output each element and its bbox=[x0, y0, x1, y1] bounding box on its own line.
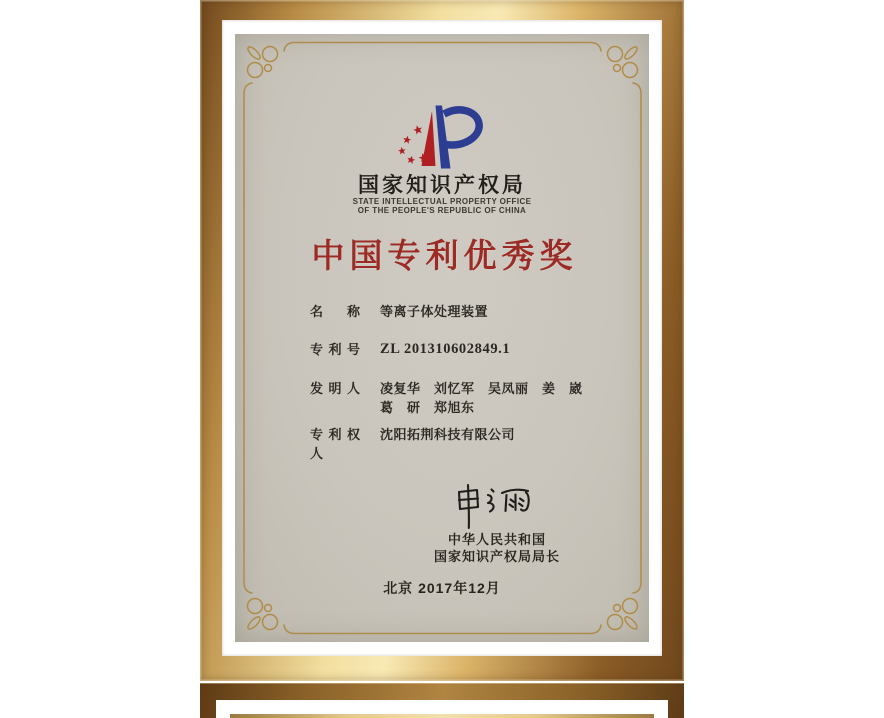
inventors-line2: 葛 研 郑旭东 bbox=[380, 400, 475, 415]
issuer-name-en bbox=[235, 197, 649, 215]
inventors-line1: 凌复华 刘忆军 吴凤丽 姜 崴 bbox=[380, 381, 583, 396]
field-inventors-value bbox=[380, 379, 583, 417]
field-patentee-value: 沈阳拓荆科技有限公司 bbox=[380, 427, 516, 442]
issue-date: 北京 2017年12月 bbox=[383, 580, 501, 596]
field-patentee-label: 专利权人 bbox=[310, 427, 360, 461]
signer-title-line1: 中华人民共和国 bbox=[447, 532, 546, 547]
signer-title bbox=[347, 531, 647, 565]
issuer-name-cn: 国家知识产权局 bbox=[358, 174, 526, 197]
next-certificate-top-edge bbox=[230, 714, 654, 718]
field-name-value: 等离子体处理装置 bbox=[380, 304, 489, 319]
signature-ink-icon bbox=[455, 482, 539, 532]
certificate-fields bbox=[310, 302, 637, 463]
frame-white-mat bbox=[222, 20, 662, 656]
next-frame-mat bbox=[216, 700, 668, 718]
commissioner-signature bbox=[455, 482, 539, 532]
issuer-name-en-line1: STATE INTELLECTUAL PROPERTY OFFICE bbox=[352, 197, 532, 206]
logo-stars bbox=[398, 124, 429, 164]
field-inventors bbox=[310, 379, 637, 417]
signer-title-line2: 国家知识产权局局长 bbox=[433, 549, 560, 564]
next-frame-partial bbox=[200, 683, 684, 718]
field-patentee bbox=[310, 425, 637, 463]
field-patent-number bbox=[310, 340, 637, 359]
award-title: 中国专利优秀奖 bbox=[311, 237, 578, 274]
field-inventors-label: 发明人 bbox=[310, 381, 360, 396]
field-patent-number-value: ZL 201310602849.1 bbox=[380, 341, 511, 357]
field-name bbox=[310, 302, 637, 321]
logo-blue-p bbox=[436, 106, 480, 169]
certificate-paper bbox=[235, 34, 649, 642]
gold-picture-frame bbox=[200, 0, 684, 681]
issuer-name-en-line2: OF THE PEOPLE'S REPUBLIC OF CHINA bbox=[357, 206, 527, 215]
field-name-label: 名称 bbox=[310, 304, 360, 319]
field-patent-number-label: 专利号 bbox=[310, 342, 360, 357]
corner-flourish-icon bbox=[246, 45, 277, 77]
sipo-logo-icon bbox=[395, 104, 487, 170]
